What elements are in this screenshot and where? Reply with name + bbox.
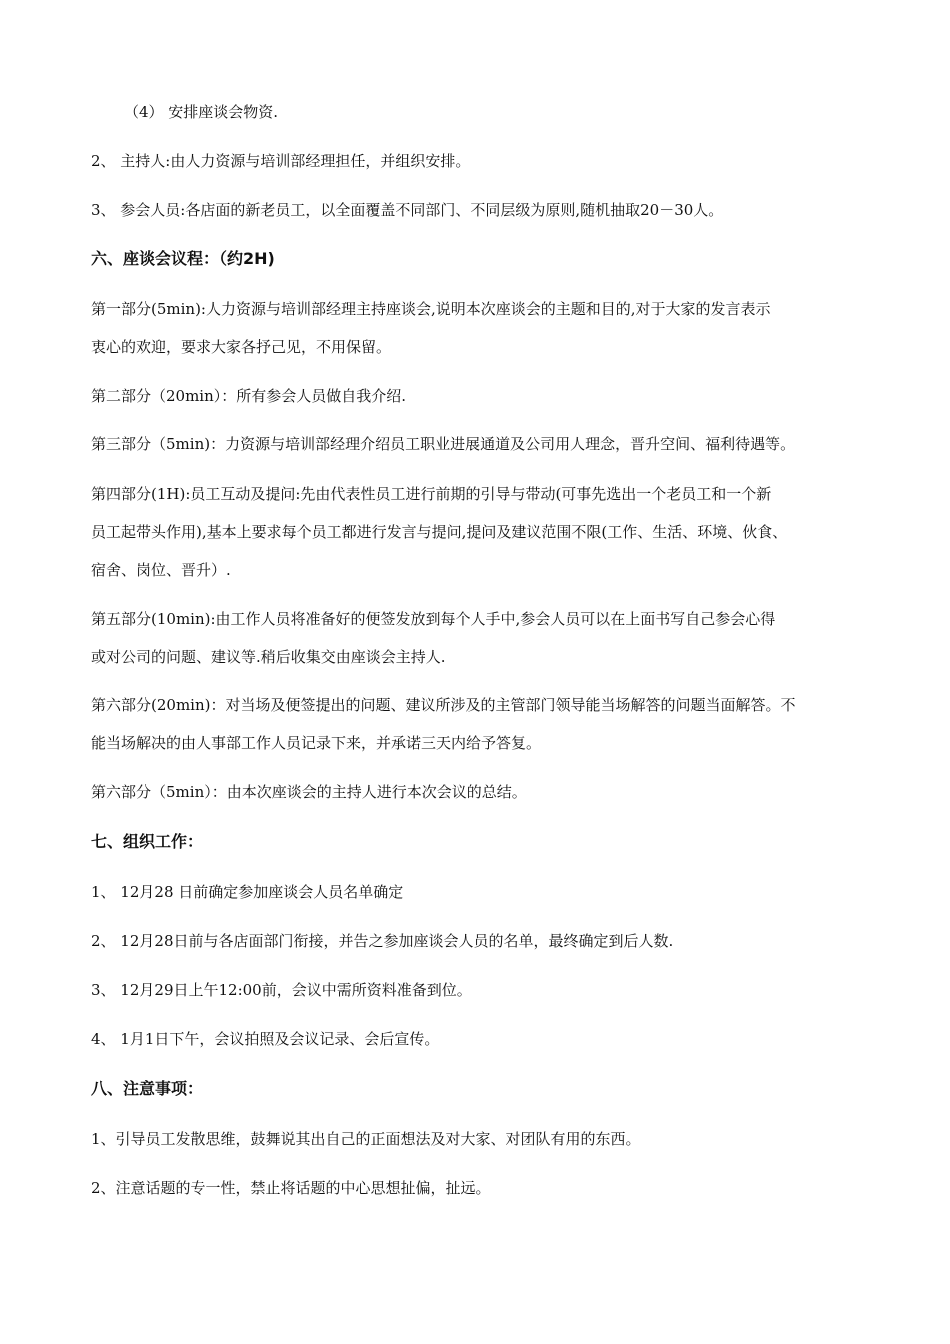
agenda-part7: 第六部分（5min）：由本次座谈会的主持人进行本次会议的总结。 bbox=[91, 783, 527, 801]
attendees-item: 3、 参会人员:各店面的新老员工，以全面覆盖不同部门、不同层级为原则,随机抽取20－30人。 bbox=[91, 201, 724, 219]
host-item: 2、 主持人:由人力资源与培训部经理担任，并组织安排。 bbox=[91, 152, 471, 170]
agenda-part4-line1: 第四部分(1H):员工互动及提问:先由代表性员工进行前期的引导与带动(可事先选出一个老员工和一个新 bbox=[91, 485, 772, 503]
agenda-part5-line1: 第五部分(10min):由工作人员将准备好的便签发放到每个人手中,参会人员可以在上面书写自己参会心得 bbox=[91, 610, 776, 628]
agenda-part3: 第三部分（5min)：力资源与培训部经理介绍员工职业进展通道及公司用人理念，晋升空间、福利待遇等。 bbox=[91, 435, 796, 453]
agenda-part4-line3: 宿舍、岗位、晋升）. bbox=[91, 561, 231, 579]
section8-heading: 八、注意事项： bbox=[91, 1079, 204, 1098]
notice-item-2: 2、注意话题的专一性，禁止将话题的中心思想扯偏，扯远。 bbox=[91, 1179, 491, 1197]
prep-item-4: （4） 安排座谈会物资. bbox=[124, 103, 279, 121]
notice-item-1: 1、引导员工发散思维，鼓舞说其出自己的正面想法及对大家、对团队有用的东西。 bbox=[91, 1130, 641, 1148]
org-item-2: 2、 12月28日前与各店面部门衔接，并告之参加座谈会人员的名单，最终确定到后人数. bbox=[91, 932, 674, 950]
agenda-part1-line2: 衷心的欢迎，要求大家各抒己见，不用保留。 bbox=[91, 338, 392, 356]
org-item-4: 4、 1月1日下午，会议拍照及会议记录、会后宣传。 bbox=[91, 1030, 440, 1048]
agenda-part4-line2: 员工起带头作用),基本上要求每个员工都进行发言与提问,提问及建议范围不限(工作、生活、环境、伙食、 bbox=[91, 523, 788, 541]
agenda-part1-line1: 第一部分(5min):人力资源与培训部经理主持座谈会,说明本次座谈会的主题和目的,对于大家的发言表示 bbox=[91, 300, 771, 318]
section7-heading: 七、组织工作： bbox=[91, 832, 204, 851]
section6-heading: 六、座谈会议程：（约2H) bbox=[91, 249, 275, 268]
org-item-3: 3、 12月29日上午12:00前，会议中需所资料准备到位。 bbox=[91, 981, 472, 999]
agenda-part6-line1: 第六部分(20min)：对当场及便签提出的问题、建议所涉及的主管部门领导能当场解答的问题当面解答。不 bbox=[91, 696, 796, 714]
agenda-part5-line2: 或对公司的问题、建议等.稍后收集交由座谈会主持人. bbox=[91, 648, 446, 666]
org-item-1: 1、 12月28 日前确定参加座谈会人员名单确定 bbox=[91, 883, 404, 901]
agenda-part2: 第二部分（20min）：所有参会人员做自我介绍. bbox=[91, 387, 407, 405]
agenda-part6-line2: 能当场解决的由人事部工作人员记录下来，并承诺三天内给予答复。 bbox=[91, 734, 542, 752]
